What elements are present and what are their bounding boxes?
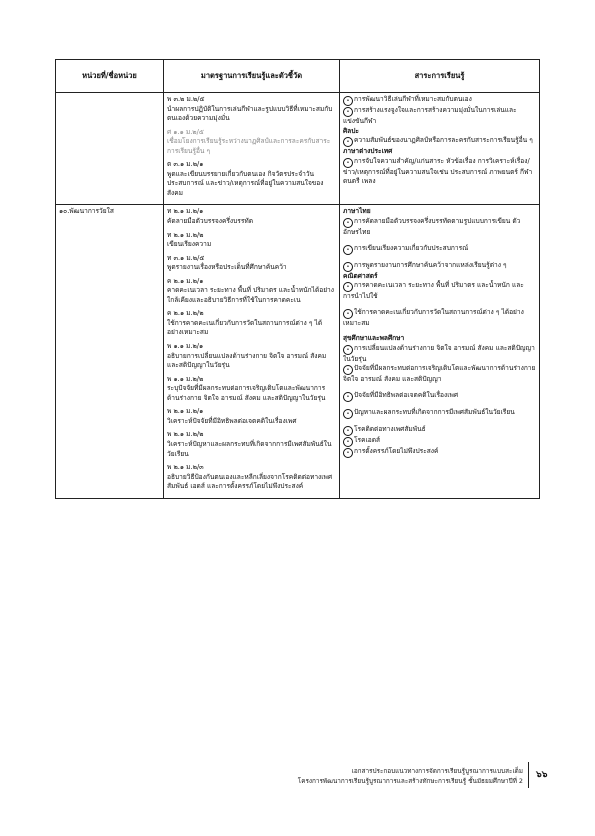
page-number: ๖๖ xyxy=(536,770,548,780)
standard-code: ค ๒.๑ ม.๒/๑ xyxy=(167,276,204,285)
content-item xyxy=(343,281,536,302)
subject-heading: ภาษาต่างประเทศ xyxy=(343,147,393,156)
content-item-text: การคาดคะเนเวลา ระยะทาง พื้นที่ ปริมาตร และน้ำหนัก และการนำไปใช้ xyxy=(343,281,524,301)
subject-heading: คณิตศาสตร์ xyxy=(343,271,378,280)
unit-cell xyxy=(56,205,164,498)
bullet-circle-icon: • xyxy=(343,437,353,447)
header-standards: มาตรฐานการเรียนรู้และตัวชี้วัด xyxy=(164,60,340,93)
content-item-text: ใช้การคาดคะเนเกี่ยวกับการวัดในสถานการณ์ต่าง ๆ ได้อย่างเหมาะสม xyxy=(343,307,524,327)
standard-code: ท ๒.๑ ม.๒/๑ xyxy=(167,207,204,216)
content-item-text: การเขียนเรียงความเกี่ยวกับประสบการณ์ xyxy=(354,243,469,252)
subject-heading: ศิลปะ xyxy=(343,126,359,135)
bullet-circle-icon: • xyxy=(343,245,353,255)
standard-code: ศ ๑.๑ ม.๒/๕ xyxy=(167,127,204,136)
bullet-circle-icon: • xyxy=(343,262,353,272)
standard-code: พ ๑.๑ ม.๒/๑ xyxy=(167,342,204,351)
content-item xyxy=(343,436,536,447)
contents-cell xyxy=(340,93,540,205)
bullet-circle-icon: • xyxy=(343,158,353,168)
bullet-circle-icon: • xyxy=(343,392,353,402)
standard-text: พูดรายงานเรื่องหรือประเด็นที่ศึกษาค้นคว้า xyxy=(167,263,287,272)
standard-entry xyxy=(167,430,336,459)
standard-entry xyxy=(167,207,336,226)
content-item xyxy=(343,106,536,127)
bullet-circle-icon: • xyxy=(343,448,353,458)
content-item-text: การสร้างแรงจูงใจและการสร้างความมุ่งมั่นในการเล่นและแข่งขันกีฬา xyxy=(343,106,517,125)
curriculum-table xyxy=(55,59,540,499)
standard-code: ค ๒.๑ ม.๒/๒ xyxy=(167,309,204,318)
bullet-circle-icon: • xyxy=(343,282,353,292)
standard-entry xyxy=(167,463,336,492)
bullet-circle-icon: • xyxy=(343,137,353,147)
bullet-circle-icon: • xyxy=(343,409,353,419)
content-item-text: การพูดรายงานการศึกษาค้นคว้าจากแหล่งเรียนรู้ต่าง ๆ xyxy=(354,260,507,269)
standard-text: เชื่อมโยงการเรียนรู้ระหว่างนาฏศิลป์และการละครกับสาระการเรียนรู้อื่น ๆ xyxy=(167,137,331,155)
content-item-text: โรคติดต่อทางเพศสัมพันธ์ xyxy=(354,424,426,433)
content-item xyxy=(343,157,536,187)
standard-entry xyxy=(167,407,336,426)
content-item-text: ความสัมพันธ์ของนาฏศิลป์หรือการละครกับสาระการเรียนรู้อื่น ๆ xyxy=(354,136,533,145)
bullet-circle-icon: • xyxy=(343,218,353,228)
standard-code: ต ๓.๑ ม.๒/๑ xyxy=(167,160,204,169)
table-row xyxy=(56,205,540,498)
content-item xyxy=(343,344,536,365)
standard-text: พูดและเขียนบรรยายเกี่ยวกับตนเอง กิจวัตรประจำวันประสบการณ์ และข่าว/เหตุการณ์ที่อยู่ในความสนใจของสังคม xyxy=(167,169,324,197)
content-item xyxy=(343,364,536,385)
unit-name: ๑๐.พัฒนาการวัยใส xyxy=(59,207,114,216)
content-item-text: ปัจจัยที่มีอิทธิพลต่อเจตคติในเรื่องเพศ xyxy=(354,390,459,399)
standard-code: พ ๒.๑ ม.๒/๑ xyxy=(167,407,204,416)
standard-entry xyxy=(167,128,336,157)
bullet-circle-icon: • xyxy=(343,309,353,319)
standard-text: อธิบายการเปลี่ยนแปลงด้านร่างกาย จิตใจ อารมณ์ สังคม และสติปัญญาในวัยรุ่น xyxy=(167,351,327,370)
content-item-text: โรคเอดส์ xyxy=(354,435,381,444)
standard-entry xyxy=(167,95,336,124)
bullet-circle-icon: • xyxy=(343,426,353,436)
footer-line-1: เอกสารประกอบแนวทางการจัดการเรียนรู้บูรณาการแบบสะเต็ม xyxy=(351,767,523,775)
content-item xyxy=(343,391,536,402)
content-item xyxy=(343,425,536,436)
content-item xyxy=(343,261,536,272)
standard-text: เขียนเรียงความ xyxy=(167,240,212,249)
bullet-circle-icon: • xyxy=(343,96,353,106)
content-item-text: การเปลี่ยนแปลงด้านร่างกาย จิตใจ อารมณ์ สังคม และสติปัญญาในวัยรุ่น xyxy=(343,343,535,363)
table-header-row xyxy=(56,60,540,93)
standard-text: นำผลการปฏิบัติในการเล่นกีฬาและรูปแบบวิธีที่เหมาะสมกับตนเองด้วยความมุ่งมั่น xyxy=(167,104,333,123)
content-item xyxy=(343,217,536,238)
header-unit: หน่วยที่/ชื่อหน่วย xyxy=(56,60,164,93)
header-contents: สาระการเรียนรู้ xyxy=(340,60,540,93)
standard-code: พ ๒.๑ ม.๒/๒ xyxy=(167,430,204,439)
content-item-text: การพัฒนาวิธีเล่นกีฬาที่เหมาะสมกับตนเอง xyxy=(354,95,472,103)
standard-entry xyxy=(167,375,336,404)
standard-text: คัดลายมือตัวบรรจงครึ่งบรรทัด xyxy=(167,217,254,226)
footer-divider xyxy=(528,762,529,788)
standard-entry xyxy=(167,342,336,371)
standards-cell xyxy=(164,205,340,498)
content-item-text: ปัญหาและผลกระทบที่เกิดจากการมีเพศสัมพันธ์ในวัยเรียน xyxy=(354,407,515,416)
standard-text: ระบุปัจจัยที่มีผลกระทบต่อการเจริญเติบโตและพัฒนาการด้านร่างกาย จิตใจ อารมณ์ สังคม และสติปัญญาในวัยรุ่น xyxy=(167,384,326,402)
content-item xyxy=(343,408,536,419)
standard-text: วิเคราะห์ปัญหาและผลกระทบที่เกิดจากการมีเพศสัมพันธ์ในวัยเรียน xyxy=(167,439,332,458)
standards-cell xyxy=(164,93,340,205)
bullet-circle-icon: • xyxy=(343,107,353,117)
content-item xyxy=(343,447,536,458)
standard-code: พ ๒.๑ ม.๒/๓ xyxy=(167,463,204,472)
subject-heading: ภาษาไทย xyxy=(343,207,371,216)
standard-text: ใช้การคาดคะเนเกี่ยวกับการวัดในสถานการณ์ต่าง ๆ ได้อย่างเหมาะสม xyxy=(167,318,323,337)
content-item-text: การตั้งครรภ์โดยไม่พึงประสงค์ xyxy=(354,446,439,455)
bullet-circle-icon: • xyxy=(343,365,353,375)
standard-code: พ ๓.๒ ม.๒/๕ xyxy=(167,95,205,103)
bullet-circle-icon: • xyxy=(343,345,353,355)
standard-code: พ ๑.๑ ม.๒/๒ xyxy=(167,374,204,383)
content-item-text: การจับใจความสำคัญ/แก่นสาระ หัวข้อเรื่อง การวิเคราะห์เรื่อง/ข่าว/เหตุการณ์ที่อยู่ในความสนใจเช่น ประสบการณ์ ภาพยนตร์ กีฬา ดนตรี เพลง xyxy=(343,156,533,186)
standard-entry xyxy=(167,277,336,306)
content-item xyxy=(343,308,536,329)
standard-code: ท ๓.๑ ม.๒/๕ xyxy=(167,253,205,262)
content-item-text: การคัดลายมือตัวบรรจงครึ่งบรรทัดตามรูปแบบการเขียน ตัวอักษรไทย xyxy=(343,217,521,237)
contents-cell xyxy=(340,205,540,498)
standard-text: คาดคะเนเวลา ระยะทาง พื้นที่ ปริมาตร และน้ำหนักได้อย่างใกล้เคียงและอธิบายวิธีการที่ใช้ในการคาดคะเน xyxy=(167,286,334,304)
standard-entry xyxy=(167,309,336,338)
standard-entry xyxy=(167,160,336,198)
standard-entry xyxy=(167,254,336,273)
standard-code: ท ๒.๑ ม.๒/๒ xyxy=(167,230,204,239)
subject-heading: สุขศึกษาและพลศึกษา xyxy=(343,334,405,343)
content-item xyxy=(343,95,536,106)
content-item xyxy=(343,244,536,255)
content-item-text: ปัจจัยที่มีผลกระทบต่อการเจริญเติบโตและพัฒนาการด้านร่างกาย จิตใจ อารมณ์ สังคม และสติปัญญา xyxy=(343,364,536,384)
table-row xyxy=(56,93,540,205)
footer xyxy=(298,767,523,786)
standard-text: อธิบายวิธีป้องกันตนเองและหลีกเลี่ยงจากโรคติดต่อทางเพศสัมพันธ์ เอดส์ และการตั้งครรภ์โดยไม่พึงประสงค์ xyxy=(167,472,333,491)
footer-line-2: โครงการพัฒนาการเรียนรู้บูรณาการและสร้างทักษะการเรียนรู้ ชั้นมัธยมศึกษาปีที่ 2 xyxy=(297,776,523,785)
content-item xyxy=(343,136,536,147)
standard-text: วิเคราะห์ปัจจัยที่มีอิทธิพลต่อเจตคติในเรื่องเพศ xyxy=(167,416,297,425)
standard-entry xyxy=(167,231,336,250)
unit-cell xyxy=(56,93,164,205)
